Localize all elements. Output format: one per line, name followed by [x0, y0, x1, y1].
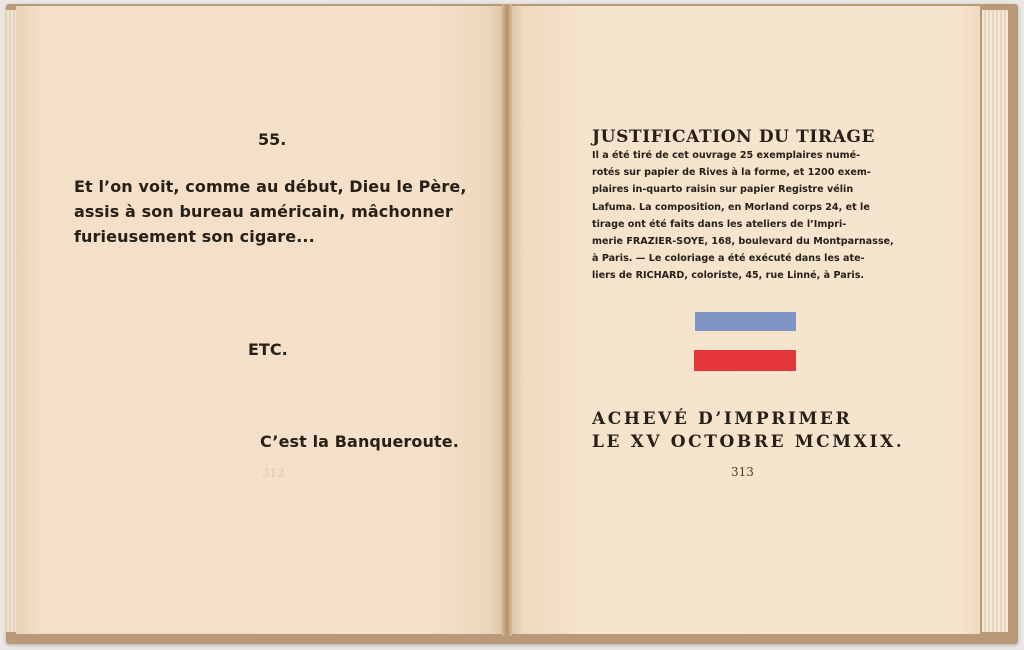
left-folio: 312	[262, 466, 285, 480]
book-gutter	[502, 4, 512, 636]
justification-line-1: Il a été tiré de cet ouvrage 25 exemplaires numé-	[592, 150, 861, 161]
justification-line-3: plaires in-quarto raisin sur papier Registre vélin	[592, 184, 854, 196]
justification-line-4: Lafuma. La composition, en Morland corps 24, et le	[592, 201, 870, 213]
paragraph-line-1: Et l’on voit, comme au début, Dieu le Père,	[74, 177, 467, 196]
right-folio: 313	[731, 465, 754, 479]
section-number: 55.	[258, 130, 287, 149]
flag-blue-stripe	[695, 312, 796, 331]
justification-heading: JUSTIFICATION DU TIRAGE	[592, 127, 876, 147]
justification-line-7: à Paris. — Le coloriage a été exécuté dans les ate-	[592, 253, 865, 265]
colophon-line-1: ACHEVÉ D’IMPRIMER	[592, 409, 853, 429]
flag-red-stripe	[694, 350, 796, 371]
etc-text: ETC.	[248, 340, 288, 359]
right-page-edges	[982, 10, 1008, 632]
paragraph-line-3: furieusement son cigare...	[74, 227, 315, 246]
justification-line-8: liers de RICHARD, coloriste, 45, rue Linné, à Paris.	[592, 270, 865, 282]
justification-line-2: rotés sur papier de Rives à la forme, et 1200 exem-	[592, 167, 871, 179]
left-page	[16, 6, 504, 634]
justification-paragraph	[592, 147, 897, 285]
justification-line-5: tirage ont été faits dans les ateliers de l’Impri-	[592, 218, 847, 230]
colophon-line-2: LE XV OCTOBRE MCMXIX.	[592, 432, 905, 452]
paragraph-line-2: assis à son bureau américain, mâchonner	[74, 202, 453, 221]
justification-line-6: merie FRAZIER-SOYE, 168, boulevard du Montparnasse,	[592, 236, 894, 248]
closing-line: C’est la Banqueroute.	[260, 432, 459, 451]
